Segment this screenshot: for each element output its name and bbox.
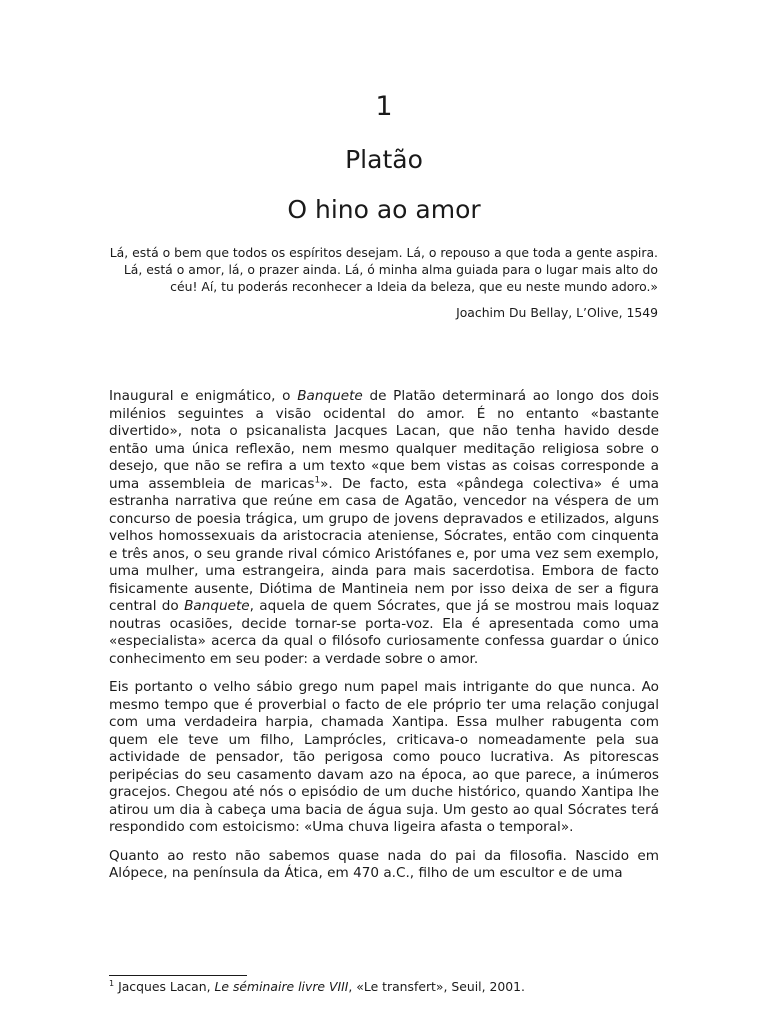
epigraph bbox=[106, 244, 658, 321]
text-run: ». De facto, esta «pândega colectiva» é uma estranha narrativa que reúne em casa de Agatão, vencedor na véspera de um concurso de poesia trágica, um grupo de jovens depravados e etilizados, alguns velhos homossexuais da aristocracia ateniense, Sócrates, então com cinquenta e três anos, o seu grande rival cómico Aristófanes e, por uma vez sem exemplo, uma mulher, uma estrangeira, ainda para mais sacerdotisa. Embora de facto fisicamente ausente, Diótima de Mantineia nem por isso deixa de ser a figura central do bbox=[109, 475, 659, 614]
footnote bbox=[109, 979, 659, 995]
body-text bbox=[109, 388, 659, 894]
footnote-marker: 1 bbox=[109, 978, 115, 988]
footnote-divider bbox=[109, 975, 247, 976]
text-run: Jacques Lacan, bbox=[114, 979, 215, 994]
text-run: , aquela de quem Sócrates, que já se mostrou mais loquaz noutras ocasiões, decide tornar-se porta-voz. Ela é apresentada como uma «especialista» acerca da qual o filósofo curiosamente confessa guardar o único conhecimento em seu poder: a verdade sobre o amor. bbox=[109, 598, 659, 667]
cited-work-italic: Le séminaire livre VIII bbox=[214, 979, 349, 994]
text-run: Inaugural e enigmático, o bbox=[109, 388, 298, 404]
paragraph-1 bbox=[109, 388, 659, 668]
author-heading: Platão bbox=[345, 145, 423, 174]
book-title-italic: Banquete bbox=[184, 598, 250, 614]
chapter-number: 1 bbox=[375, 91, 393, 122]
text-run: de Platão determinará ao longo dos dois milénios seguintes a visão ocidental do amor. É no entanto «bastante divertido», nota o psicanalista Jacques Lacan, que não tenha havido desde então uma única reflexão, nem mesmo qualquer meditação religiosa sobre o desejo, que não se refira a um texto «que bem vistas as coisas corresponde a uma assembleia de maricas bbox=[109, 388, 660, 492]
paragraph-3: Quanto ao resto não sabemos quase nada do pai da filosofia. Nascido em Alópece, na península da Ática, em 470 a.C., filho de um escultor e de uma bbox=[109, 847, 659, 881]
book-title-italic: Banquete bbox=[297, 388, 363, 404]
epigraph-text: Lá, está o bem que todos os espíritos desejam. Lá, o repouso a que toda a gente aspira. Lá, está o amor, lá, o prazer ainda. Lá, ó minha alma guiada para o lugar mais alto do céu! Aí, tu poderás reconhecer a Ideia da beleza, que eu neste mundo adoro.» bbox=[109, 245, 658, 294]
epigraph-attribution: Joachim Du Bellay, L’Olive, 1549 bbox=[456, 305, 658, 320]
paragraph-2: Eis portanto o velho sábio grego num papel mais intrigante do que nunca. Ao mesmo tempo que é proverbial o facto de ele próprio ter uma relação conjugal com uma verdadeira harpia, chamada Xantipa. Essa mulher rabugenta com quem ele teve um filho, Lamprócles, criticava-o nomeadamente pela sua actividade de pensador, tão perigosa como pouco lucrativa. As pitorescas peripécias do seu casamento davam azo na época, ao que parece, a inúmeros gracejos. Chegou até nós o episódio de um duche histórico, quando Xantipa lhe atirou um dia à cabeça uma bacia de água suja. Um gesto ao qual Sócrates terá respondido com estoicismo: «Uma chuva ligeira afasta o temporal». bbox=[109, 679, 659, 835]
chapter-title: O hino ao amor bbox=[287, 195, 481, 224]
footnote-reference[interactable]: 1 bbox=[314, 474, 321, 485]
text-run: , «Le transfert», Seuil, 2001. bbox=[348, 979, 525, 994]
